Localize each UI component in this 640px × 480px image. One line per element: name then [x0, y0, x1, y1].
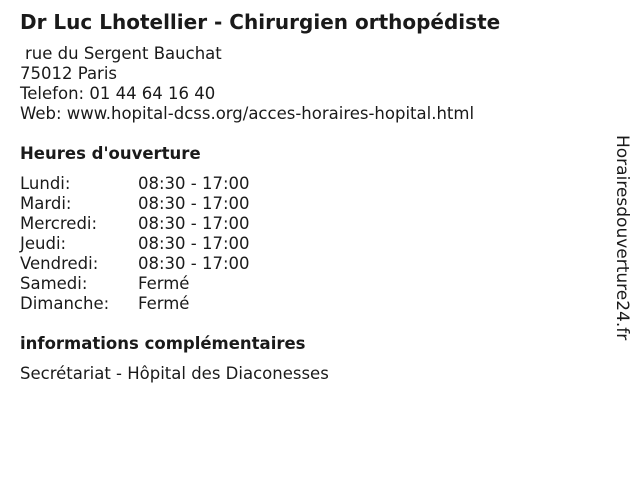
day-label: Mardi: — [20, 194, 72, 213]
hours-row-thursday — [20, 234, 250, 254]
street-address: rue du Sergent Bauchat — [25, 44, 222, 63]
site-watermark: Horairesdouverture24.fr — [612, 135, 632, 341]
hours-value: 08:30 - 17:00 — [138, 194, 250, 213]
day-label: Vendredi: — [20, 254, 99, 273]
hours-row-saturday — [20, 274, 250, 294]
city-postal: 75012 Paris — [20, 64, 118, 83]
website-link[interactable]: Web: www.hopital-dcss.org/acces-horaires-hopital.html — [20, 104, 475, 123]
day-label: Dimanche: — [20, 294, 110, 313]
page-title: Dr Luc Lhotellier - Chirurgien orthopédiste — [20, 10, 501, 34]
hours-row-tuesday — [20, 194, 250, 214]
hours-row-monday — [20, 174, 250, 194]
additional-info-text: Secrétariat - Hôpital des Diaconesses — [20, 364, 329, 383]
hours-value: 08:30 - 17:00 — [138, 174, 250, 193]
opening-hours-table — [20, 174, 250, 314]
opening-hours-heading: Heures d'ouverture — [20, 144, 201, 163]
hours-row-sunday — [20, 294, 250, 314]
hours-value: Fermé — [138, 294, 190, 313]
contact-block — [20, 44, 474, 124]
hours-value: 08:30 - 17:00 — [138, 254, 250, 273]
hours-value: Fermé — [138, 274, 190, 293]
day-label: Lundi: — [20, 174, 71, 193]
hours-value: 08:30 - 17:00 — [138, 234, 250, 253]
hours-row-friday — [20, 254, 250, 274]
day-label: Mercredi: — [20, 214, 98, 233]
phone-number: Telefon: 01 44 64 16 40 — [20, 84, 216, 103]
day-label: Jeudi: — [20, 234, 67, 253]
hours-row-wednesday — [20, 214, 250, 234]
day-label: Samedi: — [20, 274, 88, 293]
hours-value: 08:30 - 17:00 — [138, 214, 250, 233]
additional-info-heading: informations complémentaires — [20, 334, 306, 353]
